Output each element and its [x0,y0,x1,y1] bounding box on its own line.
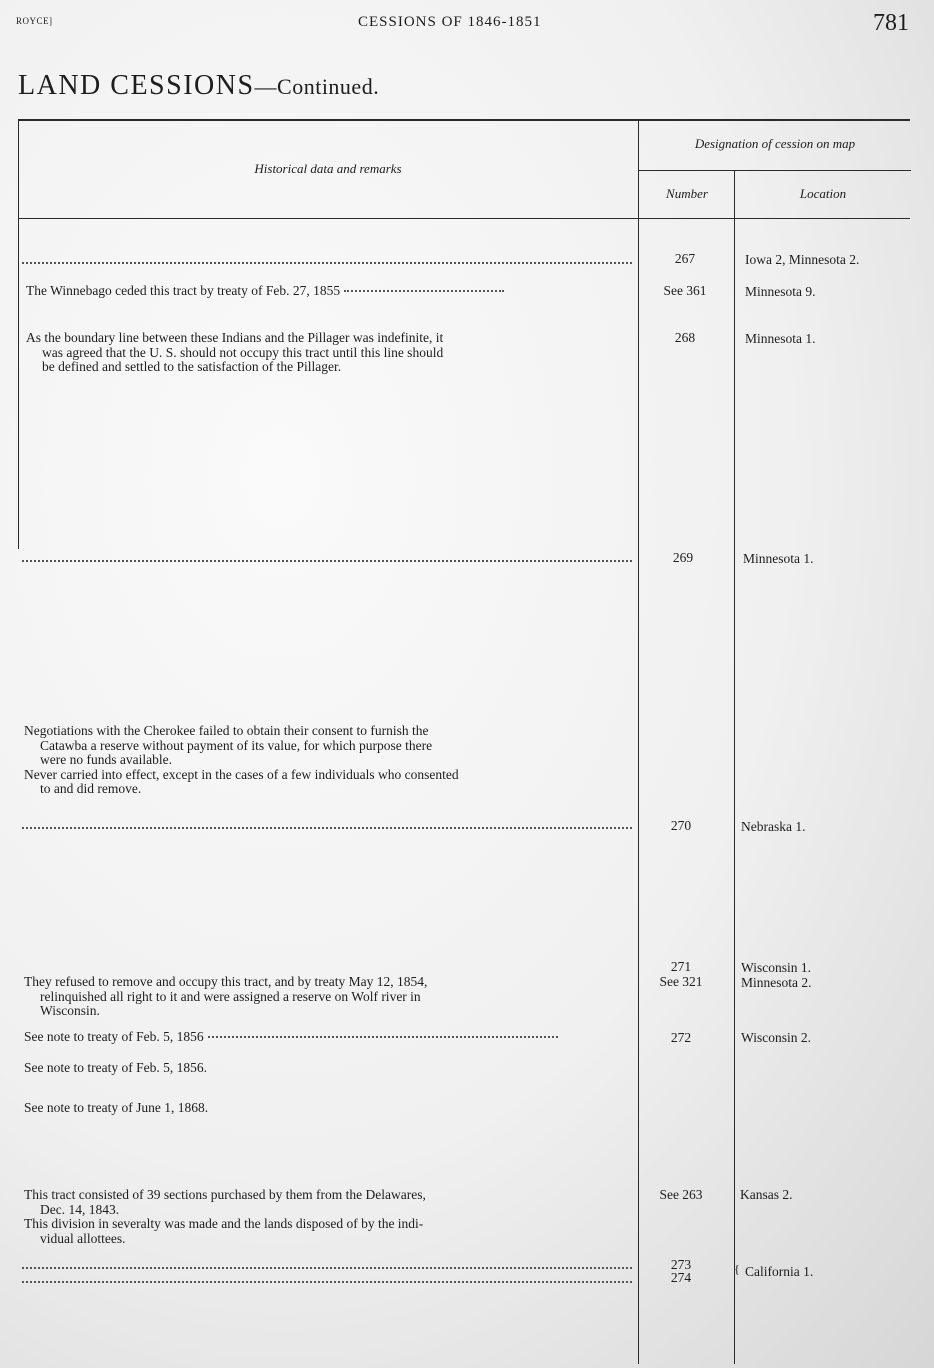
cession-number: 270 [670,818,692,833]
header-divider-subcolumns [639,170,911,171]
header-designation: Designation of cession on map [694,136,856,151]
cession-location: Kansas 2. [740,1187,793,1202]
leader-dots [344,290,504,292]
header-location: Location [799,186,847,201]
remarks-text: Negotiations with the Cherokee failed to obtain their consent to furnish the Catawba a reserve without payment of its value, for which purpose there were no funds available. Never carried into effect, except in the cases of a few individuals who consented to and did remove. [24,723,459,796]
running-head-title: CESSIONS OF 1846-1851 [358,14,542,30]
number-location-divider [734,171,735,1364]
table-top-rule [18,119,910,121]
remarks-text: As the boundary line between these Indians and the Pillager was indefinite, it was agreed that the U. S. should not occupy this tract until this line should be defined and settled to the satisfaction of the Pillager. [26,330,444,374]
cession-location: Iowa 2, Minnesota 2. [745,252,860,267]
cession-location: Nebraska 1. [741,819,806,834]
cession-location: Minnesota 1. [743,551,814,566]
brace-mark: { [734,1262,740,1276]
remarks-text: See note to treaty of June 1, 1868. [24,1100,209,1115]
header-number: Number [666,186,708,201]
cession-location: Minnesota 1. [745,331,816,346]
cession-location: California 1. [745,1264,814,1279]
table-left-rule [18,119,19,549]
cession-location: Minnesota 9. [745,284,816,299]
cession-number: 273 274 [670,1257,692,1285]
page-number: 781 [873,10,909,36]
title-suffix: —Continued. [254,74,380,99]
header-historical: Historical data and remarks [254,161,402,176]
cession-number: 267 [674,251,696,266]
cession-number: 271 See 321 [659,959,703,989]
leader-dots [208,1036,558,1038]
remarks-text: This tract consisted of 39 sections purchased by them from the Delawares, Dec. 14, 1843. This division in severalty was made and the lands disposed of by the indi- vidual allottees. [24,1187,426,1246]
cession-number: See 361 [663,283,707,298]
running-head-author: ROYCE] [16,16,53,26]
title-main: LAND CESSIONS [18,70,255,101]
cession-location: Wisconsin 1. Minnesota 2. [741,960,812,990]
remarks-text: See note to treaty of Feb. 5, 1856 [24,1030,634,1045]
row-leader [22,827,632,829]
header-divider-historical [638,119,639,1364]
cession-number: 272 [670,1030,692,1045]
cession-number: 268 [674,330,696,345]
cession-number: See 263 [659,1187,703,1202]
row-leader [22,262,632,264]
remarks-text: See note to treaty of Feb. 5, 1856. [24,1060,207,1075]
page-title [18,70,379,102]
row-leader [22,560,632,562]
row-leader [22,1267,632,1269]
remarks-text: They refused to remove and occupy this tract, and by treaty May 12, 1854, relinquished all right to it and were assigned a reserve on Wolf river in Wisconsin. [24,974,428,1018]
remarks-text: The Winnebago ceded this tract by treaty of Feb. 27, 1855 [26,284,636,299]
cession-location: Wisconsin 2. [741,1030,811,1045]
header-bottom-rule [18,218,910,219]
row-leader [22,1281,632,1283]
cession-number: 269 [672,550,694,565]
